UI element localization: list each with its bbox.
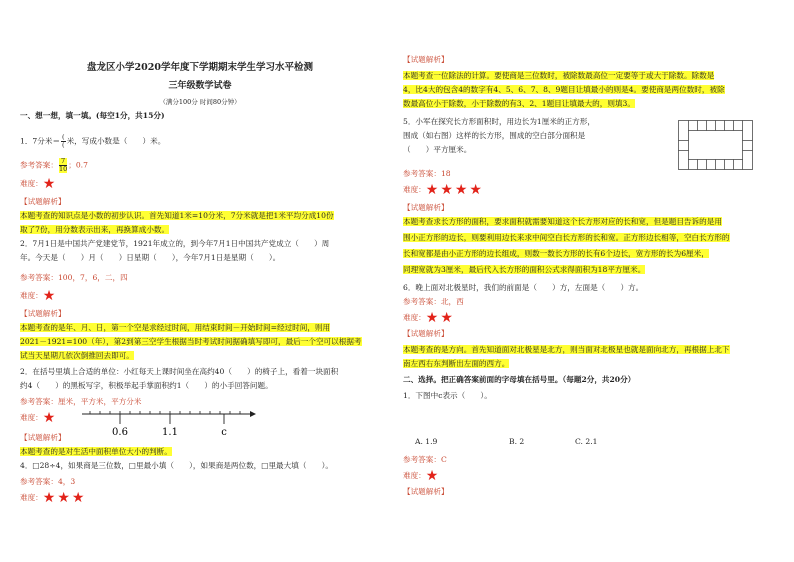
q1-explanation-line: 取了7份，用分数表示出来，再换算成小数。 [20, 225, 170, 234]
question-1: 1．7分米＝ $\frac{(}{(}$ 米，写成小数是（ ）米。 [20, 133, 166, 149]
q2-explanation-line: 2021－1921=100（年），第2到第三空学生根据当时考试时间据确填写即可，最后一个空可以根据考 [20, 337, 362, 346]
q5-explanation-line: 围小正方形的边长，则要利用边长来求中间空白长方形的长和宽。正方形边长相等，空白长方形的 [403, 233, 730, 242]
q2-analysis-label: 【试题解析】 [20, 309, 66, 318]
question-4: 4．□28÷4，如果商是三位数，□里最小填（ ），如果商是两位数，□里最大填（ ）。 [20, 461, 333, 470]
q1-explanation-line: 本题考查的知识点是小数的初步认识。首先知道1米=10分米，7分米就是把1米平均分成10份 [20, 211, 334, 220]
q4-difficulty: 难度：★★★ [20, 490, 87, 506]
question-6: 6．晚上面对北极星时，我们的前面是（ ）方，左面是（ ）方。 [403, 283, 644, 292]
number-line-label-c: c [221, 427, 227, 438]
q4-explanation-line: 4，比4大的包含4的数字有4、5、6、7、8、9题目让填最小的则是4。要使商是两位数时，被除 [403, 85, 725, 94]
q6-analysis-label: 【试题解析】 [403, 329, 449, 338]
q1-answer: 参考答案： $\frac{7}{10}$ ；0.7 [20, 157, 88, 173]
q5-explanation-line: 本题考查求长方形的面积，要求面积就需要知道这个长方形对应的长和宽，但是题目告诉的是用 [403, 217, 722, 226]
q5-analysis-label: 【试题解析】 [403, 203, 449, 212]
question-2-line: 2．7月1日是中国共产党建党节，1921年成立的，到今年7月1日中国共产党成立（ ）周 [20, 239, 330, 248]
question-5-line: （ ）平方厘米。 [403, 145, 472, 154]
q4-answer: 参考答案：4，3 [20, 477, 76, 486]
q5-explanation-line: 长和宽都是由小正方形的边长组成，则数一数长方形的长有6个边长，宽方形的长为6厘米， [403, 249, 709, 258]
q6-difficulty: 难度：★★ [403, 310, 455, 326]
left-column [20, 0, 380, 562]
q2-difficulty: 难度：★ [20, 288, 58, 304]
difficulty-star-icon: ★★★ [42, 490, 87, 506]
q6-answer: 参考答案：北，西 [403, 297, 464, 306]
q7-option-b: B. 2 [509, 437, 525, 446]
q7-answer: 参考答案：C [403, 455, 447, 464]
q7-option-a: A. 1.9 [415, 437, 438, 446]
question-7: 1．下图中c表示（ ）。 [403, 391, 492, 400]
q4-explanation-line: 数最高位小于除数，小于除数的有3、2、1题目让填最大的，则填3。 [403, 99, 635, 108]
fraction-blank: $\frac{(}{(}$ [62, 133, 65, 149]
arrow-right-icon [250, 411, 256, 417]
q3-difficulty: 难度：★ [20, 410, 58, 426]
question-3-line: 2．在括号里填上合适的单位：小红每天上课时间坐在高约40（ ）的椅子上，看着一块面积 [20, 367, 339, 376]
number-line-label-0.6: 0.6 [112, 427, 128, 438]
q2-explanation-line: 试当天星期几依次倒推回去即可。 [20, 351, 134, 360]
q5-difficulty: 难度：★★★★ [403, 182, 484, 198]
q7-analysis-label: 【试题解析】 [403, 487, 449, 496]
q3-analysis-label: 【试题解析】 [20, 433, 66, 442]
right-column [403, 0, 763, 562]
score-info: （满分100分 时间80分钟） [159, 98, 241, 106]
difficulty-star-icon: ★ [42, 176, 58, 192]
rectangle-grid-figure [678, 120, 756, 174]
question-5-line: 围成（如右图）这样的长方形，围成的空白部分面积是 [403, 131, 586, 140]
question-5-line: 5．小军在探究长方形面积时，用边长为1厘米的正方形， [403, 117, 595, 126]
question-2-line: 年。今天是（ ）月（ ）日星期（ ），今年7月1日是星期（ ）。 [20, 253, 281, 262]
q7-option-c: C. 2.1 [575, 437, 598, 446]
difficulty-star-icon: ★ [42, 410, 58, 426]
number-line-ticks [90, 411, 240, 414]
difficulty-star-icon: ★★★★ [425, 182, 484, 198]
exam-subtitle: 三年级数学试卷 [168, 81, 232, 91]
section-2-heading: 二、选择。把正确答案前面的字母填在括号里。（每题2分，共20分） [403, 375, 636, 384]
exam-title: 盘龙区小学2020学年度下学期期末学生学习水平检测 [87, 62, 313, 73]
q6-explanation-line: 本题考查的是方向。首先知道面对北极星是北方，则当面对北极星也就是面向北方，再根据上北下 [403, 345, 730, 354]
q6-explanation-line: 南左西右东判断出左面的西方。 [403, 359, 510, 368]
question-3-line: 约4（ ）的黑板写字，积极举起手掌面积约1（ ）的小手回答问题。 [20, 381, 273, 390]
section-1-heading: 一、想一想，填一填。(每空1分，共15分) [20, 111, 165, 120]
fraction-answer: $\frac{7}{10}$ [58, 157, 68, 173]
q2-answer: 参考答案：100，7，6，二，四 [20, 273, 128, 282]
difficulty-star-icon: ★★ [425, 310, 455, 326]
q2-explanation-line: 本题考查的是年、月、日，第一个空是求经过时间，用结束时间－开始时间=经过时间，则用 [20, 323, 331, 332]
q4-analysis-label: 【试题解析】 [403, 55, 449, 64]
q7-difficulty: 难度：★ [403, 468, 441, 484]
q1-analysis-label: 【试题解析】 [20, 197, 66, 206]
number-line [80, 402, 260, 438]
q1-difficulty: 难度：★ [20, 176, 58, 192]
q4-explanation-line: 本题考查一位除法的计算。要使商是三位数时，被除数最高位一定要等于或大于除数。除数是 [403, 71, 715, 80]
q5-answer: 参考答案：18 [403, 169, 451, 178]
q5-explanation-line: 同理宽就为3厘米，最后代入长方形的面积公式求得面积为18平方厘米。 [403, 265, 646, 274]
difficulty-star-icon: ★ [42, 288, 58, 304]
q3-explanation-line: 本题考查的是对生活中面积单位大小的判断。 [20, 447, 172, 456]
difficulty-star-icon: ★ [425, 468, 441, 484]
q3-answer: 参考答案：厘米，平方米，平方分米 [20, 397, 142, 406]
number-line-label-1.1: 1.1 [162, 427, 178, 438]
